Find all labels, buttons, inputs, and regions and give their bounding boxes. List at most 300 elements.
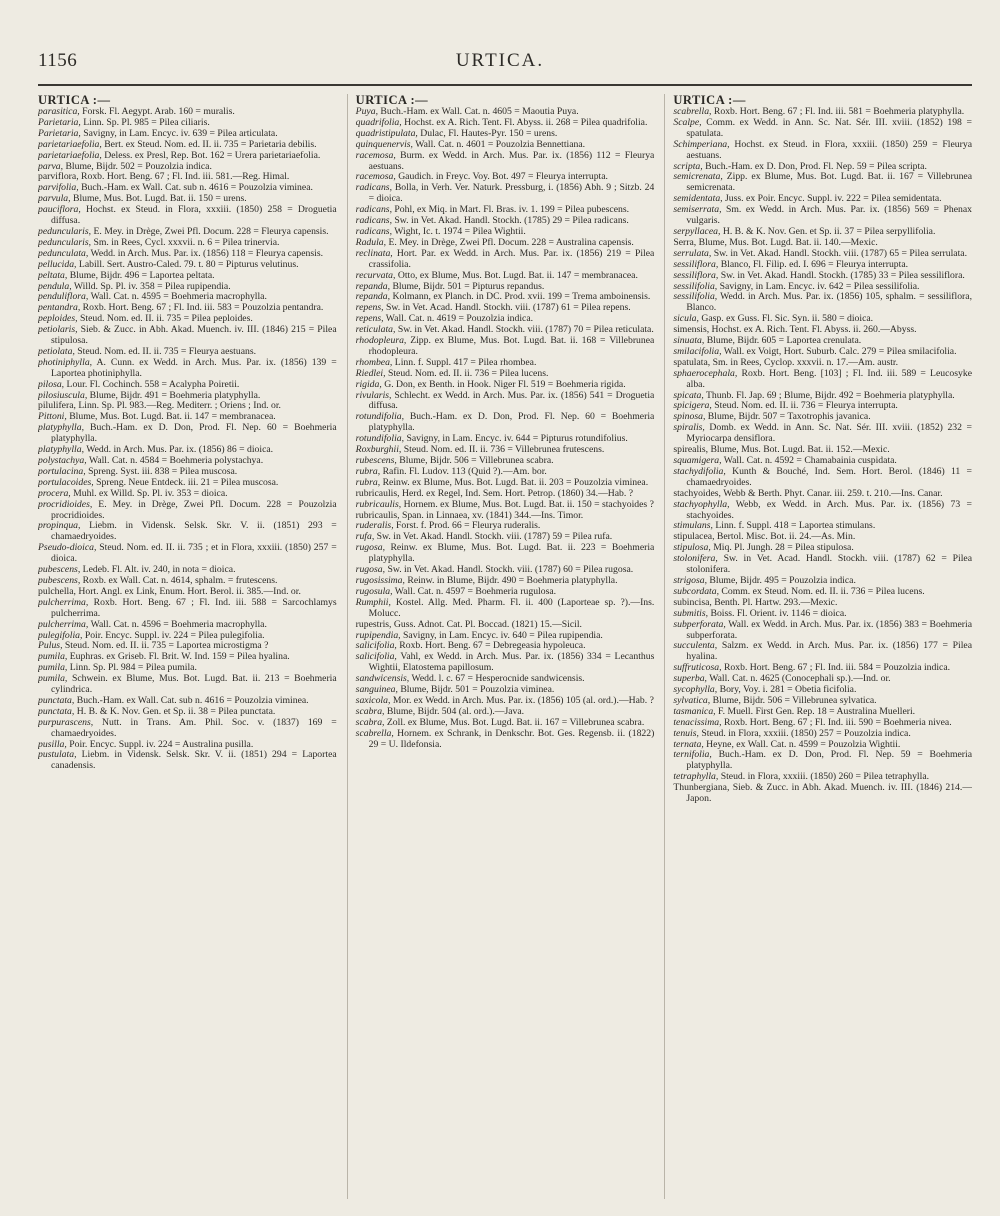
citation: Wedd. in Arch. Mus. Par. ix. (1856) 105, sphalm. = sessiliflora, Blanco. — [686, 291, 973, 314]
citation: Gaudich. in Freyc. Voy. Bot. 497 = Fleurya interrupta. — [395, 171, 608, 183]
species-name: sicula, — [673, 313, 699, 325]
citation: F. Muell. First Gen. Rep. 18 = Australina Muelleri. — [715, 705, 916, 717]
header-rule — [38, 84, 972, 86]
species-name: parva, — [38, 160, 64, 172]
species-name: subperforata, — [673, 618, 726, 630]
citation: Hochst. ex Steud. in Flora, xxxiii. (1850) 259 = Fleurya aestuans. — [686, 138, 973, 161]
species-name: Riedlei, — [355, 367, 386, 379]
citation: Wall. Cat. n. 4619 = Pouzolzia indica. — [383, 313, 534, 325]
citation: Wall. Cat. n. 4584 = Boehmeria polystachya. — [86, 455, 264, 466]
species-name: rubra, — [355, 476, 381, 488]
list-item — [673, 467, 972, 489]
citation: Savigny, in Lam. Encyc. iv. 640 = Pilea rupipendia. — [400, 629, 603, 641]
species-name: pubescens, — [38, 574, 81, 586]
citation: Nutt. in Trans. Am. Phil. Soc. v. (1837) 169 = chamaedryoides. — [51, 716, 337, 739]
citation: Juss. ex Poir. Encyc. Suppl. iv. 222 = Pilea semidentata. — [722, 193, 942, 205]
citation: Poir. Encyc. Suppl. iv. 224 = Australina pusilla. — [66, 738, 254, 750]
list-item — [356, 412, 655, 434]
citation: spirealis, Blume, Mus. Bot. Lugd. Bat. ii. 152.—Mexic. — [673, 444, 890, 456]
citation: Sw. in Vet. Akad. Handl. Stockh. viii. (1787) 59 = Pilea rufa. — [374, 531, 613, 543]
species-name: ternata, — [673, 738, 704, 750]
species-name: tenuis, — [673, 727, 699, 739]
list-item — [356, 729, 655, 751]
list-item — [356, 391, 655, 413]
species-name: pentandra, — [38, 302, 81, 314]
citation: Domb. ex Wedd. in Ann. Sc. Nat. Sér. III. xviii. (1852) 232 = Myriocarpa densiflora. — [686, 422, 973, 445]
list-item — [673, 641, 972, 663]
species-name: parietariaefolia, — [38, 138, 102, 150]
column-2 — [347, 94, 655, 1199]
species-name: subcordata, — [673, 585, 719, 597]
species-name: rupipendia, — [355, 629, 401, 641]
species-name: Schimperiana, — [673, 138, 730, 150]
species-name: repanda, — [355, 280, 391, 292]
species-name: sessiliflora, — [673, 258, 719, 270]
citation: G. Don, ex Benth. in Hook. Niger Fl. 519 = Boehmeria rigida. — [381, 378, 626, 390]
citation: Bert. ex Steud. Nom. ed. II. ii. 735 = Parietaria debilis. — [101, 138, 317, 150]
species-name: rhombea, — [355, 356, 393, 368]
page-number: 1156 — [38, 50, 78, 71]
citation: Buch.-Ham. ex Wall. Cat. sub n. 4616 = Pouzolzia viminea. — [78, 182, 313, 194]
list-item — [673, 205, 972, 227]
citation: Blume, Bijdr. 507 = Taxotrophis javanica. — [705, 411, 871, 423]
citation: Wall. Cat. n. 4596 = Boehmeria macrophylla. — [88, 618, 267, 630]
species-name: ruderalis, — [355, 520, 394, 532]
species-name: pulcherrima, — [38, 596, 89, 608]
species-name: scabrella, — [673, 106, 712, 117]
species-name: succulenta, — [673, 640, 718, 652]
species-name: punctata, — [38, 694, 75, 706]
species-name: photiniphylla, — [38, 356, 93, 368]
citation: Ledeb. Fl. Alt. iv. 240, in nota = dioica. — [80, 564, 236, 576]
species-name: reticulata, — [355, 324, 396, 336]
species-name: rivularis, — [355, 389, 392, 401]
species-name: tetraphylla, — [673, 771, 719, 783]
list-item — [38, 358, 337, 380]
citation: Steud. Nom. ed. II. ii. 736 = Villebrunea frutescens. — [401, 444, 605, 456]
species-name: rugosa, — [355, 564, 386, 576]
species-name: pauciflora, — [38, 204, 81, 216]
species-name: serrulata, — [673, 247, 712, 259]
species-name: platyphylla, — [38, 444, 85, 456]
citation: Labill. Sert. Austro-Caled. 79. t. 80 = Pipturus velutinus. — [76, 258, 299, 270]
citation: Mor. ex Wedd. in Arch. Mus. Par. ix. (1856) 105 (al. ord.).—Hab. ? — [390, 694, 654, 706]
citation: Sw. in Vet. Acad. Handl. Stockh. viii. (1787) 61 = Pilea repens. — [383, 302, 631, 314]
citation: Zipp. ex Blume, Mus. Bot. Lugd. Bat. ii. 167 = Villebrunea semicrenata. — [686, 171, 973, 194]
citation: E. Mey. in Drège, Zwei Pfl. Docum. 228 = Pouzolzia procridioides. — [51, 498, 337, 521]
species-name: radicans, — [355, 225, 392, 237]
citation: Hochst. ex Steud. in Flora, xxxiii. (1850) 258 = Droguetia diffusa. — [51, 204, 337, 227]
species-name: spicata, — [673, 389, 704, 401]
citation: Roxb. Hort. Beng. 67 ; Fl. Ind. iii. 583 = Pouzolzia pentandra. — [80, 302, 324, 314]
species-name: reclinata, — [355, 247, 393, 259]
species-name: purpurascens, — [38, 716, 94, 728]
species-name: Pulus, — [38, 640, 63, 652]
citation: Roxb. Hort. Beng. [103] ; Fl. Ind. iii. 589 = Leucosyke alba. — [686, 367, 973, 390]
species-name: parvula, — [38, 193, 71, 205]
citation: Sw. in Vet. Akad. Handl. Stockh. viii. (1787) 65 = Pilea serrulata. — [711, 247, 967, 259]
citation: Webb, ex Wedd. in Arch. Mus. Par. ix. (1856) 73 = stachyoides. — [686, 498, 973, 521]
species-name: parvifolia, — [38, 182, 79, 194]
species-name: propinqua, — [38, 520, 81, 532]
species-name: ternifolia, — [673, 749, 712, 761]
citation: Hornem. ex Schrank, in Denkschr. Bot. Ges. Regensb. ii. (1822) 29 = U. Ildefonsia. — [368, 727, 655, 750]
citation: Sw. in Vet. Akad. Handl. Stockh. viii. (1787) 60 = Pilea rugosa. — [385, 564, 634, 576]
species-name: sandwicensis, — [355, 673, 410, 685]
species-name: suffruticosa, — [673, 662, 722, 674]
list-item — [356, 652, 655, 674]
citation: stipulacea, Bertol. Misc. Bot. ii. 24.—As. Min. — [673, 531, 856, 543]
species-name: procera, — [38, 487, 71, 499]
citation: Steud. Nom. ed. II. ii. 735 ; et in Flora, xxxiii. (1850) 257 = dioica. — [51, 542, 337, 565]
citation: Steud. Nom. ed. II. ii. 735 = Fleurya aestuans. — [74, 345, 257, 357]
citation: Wedd. l. c. 67 = Hesperocnide sandwicensis. — [409, 673, 585, 685]
species-name: punctata, — [38, 705, 75, 717]
species-name: rotundifolia, — [355, 411, 405, 423]
citation: Blume, Bijdr. 501 = Pipturus repandus. — [390, 280, 545, 292]
citation: Blume, Bijdr. 506 = Villebrunea scabra. — [396, 455, 554, 466]
species-name: salicifolia, — [355, 640, 397, 652]
citation: Liebm. in Vidensk. Selsk. Skr. V. ii. (1851) 294 = Laportea canadensis. — [51, 749, 337, 772]
species-name: pellucida, — [38, 258, 77, 270]
species-name: repens, — [355, 313, 384, 325]
running-head: URTICA. — [455, 50, 545, 71]
citation: simensis, Hochst. ex A. Rich. Tent. Fl. Abyss. ii. 260.—Abyss. — [673, 324, 917, 336]
column-3 — [664, 94, 972, 1199]
citation: Roxb. Hort. Beng. 67 ; Fl. Ind. iii. 588 = Sarcochlamys pulcherrima. — [51, 596, 337, 619]
citation: Muhl. ex Willd. Sp. Pl. iv. 353 = dioica. — [70, 487, 228, 499]
column-heading: URTICA :— — [38, 94, 111, 107]
citation: Otto, ex Blume, Mus. Bot. Lugd. Bat. ii. 147 = membranacea. — [395, 269, 638, 281]
species-name: rugosa, — [355, 542, 386, 554]
citation: Wight, Ic. t. 1974 = Pilea Wightii. — [392, 225, 526, 237]
species-name: parietariaefolia, — [38, 149, 102, 161]
list-item — [673, 172, 972, 194]
species-name: tenacissima, — [673, 716, 722, 728]
species-name: semicrenata, — [673, 171, 723, 183]
citation: Savigny, in Lam. Encyc. iv. 642 = Pilea sessilifolia. — [717, 280, 920, 292]
citation: Blume, Bijdr. 501 = Pouzolzia viminea. — [397, 684, 555, 696]
citation: Gasp. ex Guss. Fl. Sic. Syn. ii. 580 = dioica. — [698, 313, 874, 325]
citation: E. Mey. in Drège, Zwei Pfl. Docum. 228 = Australina capensis. — [386, 236, 634, 248]
list-item — [673, 292, 972, 314]
citation: Wall. Cat. n. 4595 = Boehmeria macrophylla. — [88, 291, 267, 303]
species-name: petiolata, — [38, 345, 75, 357]
citation: Roxb. Hort. Beng. 67 = Debregeasia hypoleuca. — [396, 640, 586, 652]
citation: Schlecht. ex Wedd. in Arch. Mus. Par. ix. (1856) 541 = Droguetia diffusa. — [368, 389, 655, 412]
citation: Linn. f. Suppl. 418 = Laportea stimulans. — [712, 520, 876, 532]
list-item — [38, 598, 337, 620]
citation: Hort. Par. ex Wedd. in Arch. Mus. Par. ix. (1856) 219 = Pilea crassifolia. — [368, 247, 655, 270]
list-item — [673, 118, 972, 140]
species-name: Rumphii, — [355, 596, 391, 608]
species-name: parasitica, — [38, 106, 80, 117]
species-name: radicans, — [355, 182, 392, 194]
species-name: squamigera, — [673, 455, 722, 466]
citation: Salzm. ex Wedd. in Arch. Mus. Par. ix. (1856) 177 = Pilea hyalina. — [686, 640, 973, 663]
species-name: peduncularis, — [38, 225, 92, 237]
citation: Wall. ex Wedd. in Arch. Mus. Par. ix. (1856) 383 = Boehmeria subperforata. — [686, 618, 973, 641]
citation: Blume, Mus. Bot. Lugd. Bat. ii. 150 = urens. — [70, 193, 247, 205]
species-name: spinosa, — [673, 411, 706, 423]
citation: Forsk. Fl. Aegypt. Arab. 160 = muralis. — [79, 106, 235, 117]
citation: Wall. Cat. n. 4625 (Conocephali sp.).—Ind. or. — [706, 673, 891, 685]
citation: Blume, Bijdr. 502 = Pouzolzia indica. — [63, 160, 212, 172]
citation: Buch.-Ham. ex Wall. Cat. n. 4605 = Maoutia Puya. — [378, 106, 579, 117]
list-item — [356, 543, 655, 565]
species-name: scripta, — [673, 160, 703, 172]
species-name: stachyophylla, — [673, 498, 730, 510]
list-item — [356, 598, 655, 620]
citation: A. Cunn. ex Wedd. in Arch. Mus. Par. ix. (1856) 139 = Laportea photiniphylla. — [51, 356, 337, 379]
species-name: recurvata, — [355, 269, 396, 281]
list-item — [38, 500, 337, 522]
species-name: stachydifolia, — [673, 465, 726, 477]
species-name: peduncularis, — [38, 236, 92, 248]
list-item — [673, 423, 972, 445]
citation: Comm. ex Wedd. in Ann. Sc. Nat. Sér. III. xviii. (1852) 198 = spatulata. — [686, 116, 973, 139]
species-name: radicans, — [355, 204, 392, 216]
species-name: polystachya, — [38, 455, 87, 466]
citation: Sw. in Vet. Akad. Handl. Stockh. (1785) 29 = Pilea radicans. — [392, 215, 629, 227]
citation: Euphras. ex Griseb. Fl. Brit. W. Ind. 159 = Pilea hyalina. — [67, 651, 290, 663]
citation: Reinw. ex Blume, Mus. Bot. Lugd. Bat. ii. 223 = Boehmeria platyphylla. — [368, 542, 655, 565]
species-name: pusilla, — [38, 738, 67, 750]
citation: Blume, Bijdr. 506 = Villebrunea sylvatica. — [710, 694, 877, 706]
list-item — [673, 554, 972, 576]
species-name: peploides, — [38, 313, 78, 325]
citation: Steud. in Flora, xxxiii. (1850) 257 = Pouzolzia indica. — [698, 727, 911, 739]
species-name: Scalpe, — [673, 116, 702, 128]
species-name: pilosa, — [38, 378, 65, 390]
list-item — [673, 500, 972, 522]
citation: Savigny, in Lam. Encyc. iv. 639 = Pilea articulata. — [80, 127, 278, 139]
species-name: smilacifolia, — [673, 345, 722, 357]
citation: spatulata, Sm. in Rees, Cyclop. xxxvii. n. 17.—Am. austr. — [673, 356, 899, 368]
list-item — [38, 750, 337, 772]
species-name: pumila, — [38, 662, 68, 674]
species-name: serpyllacea, — [673, 225, 721, 237]
citation: Roxb. Hort. Beng. 67 ; Fl. Ind. iii. 590 = Boehmeria nivea. — [721, 716, 952, 728]
species-name: scabrella, — [355, 727, 394, 739]
citation: pulchella, Hort. Angl. ex Link, Enum. Hort. Berol. ii. 385.—Ind. or. — [38, 585, 301, 597]
citation: Wall. Cat. n. 4601 = Pouzolzia Bennettiana. — [412, 138, 586, 150]
species-name: sphaerocephala, — [673, 367, 738, 379]
citation: Thunbergiana, Sieb. & Zucc. in Abh. Akad. Muench. iv. III. (1846) 214.—Japon. — [673, 782, 973, 805]
species-name: platyphylla, — [38, 422, 85, 434]
species-name: petiolaris, — [38, 324, 78, 336]
citation: Roxb. ex Wall. Cat. n. 4614, sphalm. = frutescens. — [80, 574, 278, 586]
citation: Spreng. Syst. iii. 838 = Pilea muscosa. — [85, 465, 238, 477]
citation: Boiss. Fl. Orient. iv. 1146 = dioica. — [708, 607, 847, 619]
citation: Buch.-Ham. ex Wall. Cat. sub n. 4616 = Pouzolzia viminea. — [74, 694, 309, 706]
citation: Dulac, Fl. Hautes-Pyr. 150 = urens. — [417, 127, 558, 139]
species-name: quinquenervis, — [355, 138, 413, 150]
column-heading: URTICA :— — [673, 94, 746, 107]
entry-list — [356, 107, 655, 750]
species-name: sessilifolia, — [673, 291, 718, 303]
list-item — [673, 783, 972, 805]
entry-list — [38, 107, 337, 772]
species-name: saxicola, — [355, 694, 391, 706]
citation: Rafin. Fl. Ludov. 113 (Quid ?).—Am. bor. — [380, 465, 547, 477]
citation: Blume, Bijdr. 491 = Boehmeria platyphylla. — [87, 389, 261, 401]
species-name: superba, — [673, 673, 707, 685]
citation: Wedd. in Arch. Mus. Par. ix. (1856) 86 = dioica. — [84, 444, 274, 456]
species-name: Radula, — [355, 236, 387, 248]
citation: Sw. in Vet. Acad. Handl. Stockh. viii. (1787) 62 = Pilea stolonifera. — [686, 553, 973, 576]
species-name: repanda, — [355, 291, 391, 303]
citation: Buch.-Ham. ex D. Don, Prod. Fl. Nep. 59 = Pilea scripta. — [702, 160, 927, 172]
entry-list — [673, 107, 972, 805]
species-name: repens, — [355, 302, 384, 314]
citation: Reinw. in Blume, Bijdr. 490 = Boehmeria platyphylla. — [404, 574, 618, 586]
citation: Heyne, ex Wall. Cat. n. 4599 = Pouzolzia Wightii. — [703, 738, 901, 750]
citation: Steud. Nom. ed. II. ii. 735 = Pilea peploides. — [77, 313, 253, 325]
species-name: semidentata, — [673, 193, 723, 205]
citation: stachyoides, Webb & Berth. Phyt. Canar. iii. 259. t. 210.—Ins. Canar. — [673, 487, 943, 499]
list-item — [356, 249, 655, 271]
species-name: rubricaulis, — [355, 498, 402, 510]
species-name: strigosa, — [673, 574, 707, 586]
citation: Spreng. Neue Entdeck. iii. 21 = Pilea muscosa. — [93, 476, 279, 488]
species-name: rugosissima, — [355, 574, 405, 586]
list-item — [38, 325, 337, 347]
species-name: stolonifera, — [673, 553, 718, 565]
species-name: pulegifolia, — [38, 629, 83, 641]
citation: Linn. f. Suppl. 417 = Pilea rhombea. — [392, 356, 537, 368]
list-item — [38, 674, 337, 696]
species-name: tasmanica, — [673, 705, 716, 717]
species-name: racemosa, — [355, 171, 396, 183]
species-name: Pseudo-dioica, — [38, 542, 97, 554]
list-item — [673, 140, 972, 162]
citation: rupestris, Guss. Adnot. Cat. Pl. Boccad. (1821) 15.—Sicil. — [355, 618, 582, 630]
citation: Schwein. ex Blume, Mus. Bot. Lugd. Bat. ii. 213 = Boehmeria cylindrica. — [51, 673, 337, 696]
species-name: rubra, — [355, 465, 381, 477]
citation: Wall. ex Voigt, Hort. Suburb. Calc. 279 = Pilea smilacifolia. — [721, 345, 957, 357]
citation: Bolla, in Verh. Ver. Naturk. Pressburg, i. (1856) Abh. 9 ; Sitzb. 24 = dioica. — [368, 182, 655, 205]
species-name: Parietaria, — [38, 116, 81, 128]
list-item — [38, 543, 337, 565]
species-name: spicigera, — [673, 400, 712, 412]
citation: Steud. Nom. ed. II. ii. 736 = Pilea lucens. — [385, 367, 549, 379]
citation: Blume, Bijdr. 605 = Laportea crenulata. — [704, 335, 862, 347]
species-name: rugosula, — [355, 585, 393, 597]
list-item — [673, 750, 972, 772]
species-name: Roxburghii, — [355, 444, 402, 456]
species-name: racemosa, — [355, 149, 396, 161]
citation: Wall. Cat. n. 4597 = Boehmeria rugulosa. — [392, 585, 557, 597]
citation: Kolmann, ex Planch. in DC. Prod. xvii. 199 = Trema amboinensis. — [390, 291, 651, 303]
citation: Steud. in Flora, xxxiii. (1850) 260 = Pilea tetraphylla. — [718, 771, 930, 783]
species-name: Parietaria, — [38, 127, 81, 139]
species-name: peltata, — [38, 269, 68, 281]
species-name: rufa, — [355, 531, 375, 543]
citation: Wedd. in Arch. Mus. Par. ix. (1856) 118 = Fleurya capensis. — [88, 247, 324, 259]
list-item — [38, 423, 337, 445]
species-name: pulcherrima, — [38, 618, 89, 630]
species-name: stimulans, — [673, 520, 713, 532]
list-item — [356, 336, 655, 358]
citation: Poir. Encyc. Suppl. iv. 224 = Pilea pulegifolia. — [82, 629, 265, 641]
citation: Vahl, ex Wedd. in Arch. Mus. Par. ix. (1856) 334 = Lecanthus Wightii, Elatostema papillosum. — [368, 651, 655, 674]
citation: subincisa, Benth. Pl. Hartw. 293.—Mexic. — [673, 596, 838, 608]
citation: Blanco, Fl. Filip. ed. I. 696 = Fleurya interrupta. — [718, 258, 909, 270]
citation: Linn. Sp. Pl. 985 = Pilea ciliaris. — [80, 116, 210, 128]
citation: Steud. Nom. ed. II. ii. 735 = Laportea microstigma ? — [62, 640, 269, 652]
citation: Comm. ex Steud. Nom. ed. II. ii. 736 = Pilea lucens. — [719, 585, 925, 597]
species-name: quadristipulata, — [355, 127, 418, 139]
species-name: pumila, — [38, 673, 68, 685]
citation: Reinw. ex Blume, Mus. Bot. Lugd. Bat. ii. 203 = Pouzolzia viminea. — [380, 476, 649, 488]
list-item — [38, 718, 337, 740]
citation: Miq. Pl. Jungh. 28 = Pilea stipulosa. — [710, 542, 854, 554]
citation: Forst. f. Prod. 66 = Fleurya ruderalis. — [393, 520, 541, 532]
citation: Thunb. Fl. Jap. 69 ; Blume, Bijdr. 492 = Boehmeria platyphylla. — [703, 389, 955, 401]
citation: Blume, Bijdr. 495 = Pouzolzia indica. — [707, 574, 856, 586]
species-name: sylvatica, — [673, 694, 711, 706]
citation: Zoll. ex Blume, Mus. Bot. Lugd. Bat. ii. 167 = Villebrunea scabra. — [384, 716, 645, 728]
citation: Buch.-Ham. ex D. Don, Prod. Fl. Nep. 59 = Boehmeria platyphylla. — [686, 749, 973, 772]
species-name: portulacoides, — [38, 476, 94, 488]
species-name: rhodopleura, — [355, 335, 407, 347]
column-1 — [38, 94, 337, 1199]
citation: Sw. in Vet. Akad. Handl. Stockh. viii. (1787) 70 = Pilea reticulata. — [395, 324, 654, 336]
citation: Sieb. & Zucc. in Abh. Akad. Muench. iv. III. (1846) 215 = Pilea stipulosa. — [51, 324, 337, 347]
species-name: spiralis, — [673, 422, 705, 434]
citation: H. B. & K. Nov. Gen. et Sp. ii. 37 = Pilea serpyllifolia. — [720, 225, 936, 237]
column-heading: URTICA :— — [355, 94, 429, 107]
citation: Zipp. ex Blume, Mus. Bot. Lugd. Bat. ii. 168 = Villebrunea rhodopleura. — [368, 335, 655, 357]
species-name: stipulosa, — [673, 542, 711, 554]
list-item — [673, 369, 972, 391]
species-name: quadrifolia, — [355, 116, 402, 128]
citation: Linn. Sp. Pl. 984 = Pilea pumila. — [67, 662, 197, 674]
species-name: pustulata, — [38, 749, 77, 761]
species-name: radicans, — [355, 215, 392, 227]
species-name: submitis, — [673, 607, 709, 619]
species-name: scabra, — [355, 716, 385, 728]
citation: Hornem. ex Blume, Mus. Bot. Lugd. Bat. ii. 150 = stachyoides ? — [401, 498, 654, 510]
species-name: sessilifolia, — [673, 280, 718, 292]
citation: Roxb. Hort. Beng. 67 ; Fl. Ind. iii. 584 = Pouzolzia indica. — [721, 662, 951, 674]
species-name: pubescens, — [38, 564, 81, 576]
species-name: pendula, — [38, 280, 72, 292]
citation: Sw. in Vet. Akad. Handl. Stockh. (1785) 33 = Pilea sessiliflora. — [718, 269, 965, 281]
citation: H. B. & K. Nov. Gen. et Sp. ii. 38 = Pilea punctata. — [74, 705, 276, 717]
citation: Willd. Sp. Pl. iv. 358 = Pilea rupipendia. — [71, 280, 231, 292]
species-name: rigida, — [355, 378, 382, 390]
citation: Roxb. Hort. Beng. 67 ; Fl. Ind. iii. 581 = Boehmeria platyphylla. — [711, 106, 965, 117]
species-name: semiserrata, — [673, 204, 722, 216]
citation: Liebm. in Vidensk. Selsk. Skr. V. ii. (1851) 293 = chamaedryoides. — [51, 520, 337, 543]
species-name: penduliflora, — [38, 291, 89, 303]
list-item — [38, 205, 337, 227]
species-name: procridioides, — [38, 498, 93, 510]
citation: rubricaulis, Span. in Linnaea, xv. (1841) 344.—Ins. Timor. — [355, 509, 584, 521]
list-item — [38, 521, 337, 543]
citation: Steud. Nom. ed. II. ii. 736 = Fleurya interrupta. — [711, 400, 898, 412]
citation: Kunth & Bouché, Ind. Sem. Hort. Berol. (1846) 11 = chamaedryoides. — [686, 465, 973, 488]
species-name: salicifolia, — [355, 651, 397, 663]
citation: Burm. ex Wedd. in Arch. Mus. Par. ix. (1856) 112 = Fleurya aestuans. — [368, 149, 655, 172]
species-name: pedunculata, — [38, 247, 89, 259]
citation: rubricaulis, Herd. ex Regel, Ind. Sem. Hort. Petrop. (1860) 34.—Hab. ? — [355, 487, 634, 499]
species-name: pilosiuscula, — [38, 389, 88, 401]
citation: Pohl, ex Miq. in Mart. Fl. Bras. iv. 1. 199 = Pilea pubescens. — [392, 204, 630, 216]
citation: Buch.-Ham. ex D. Don, Prod. Fl. Nep. 60 = Boehmeria platyphylla. — [368, 411, 655, 434]
